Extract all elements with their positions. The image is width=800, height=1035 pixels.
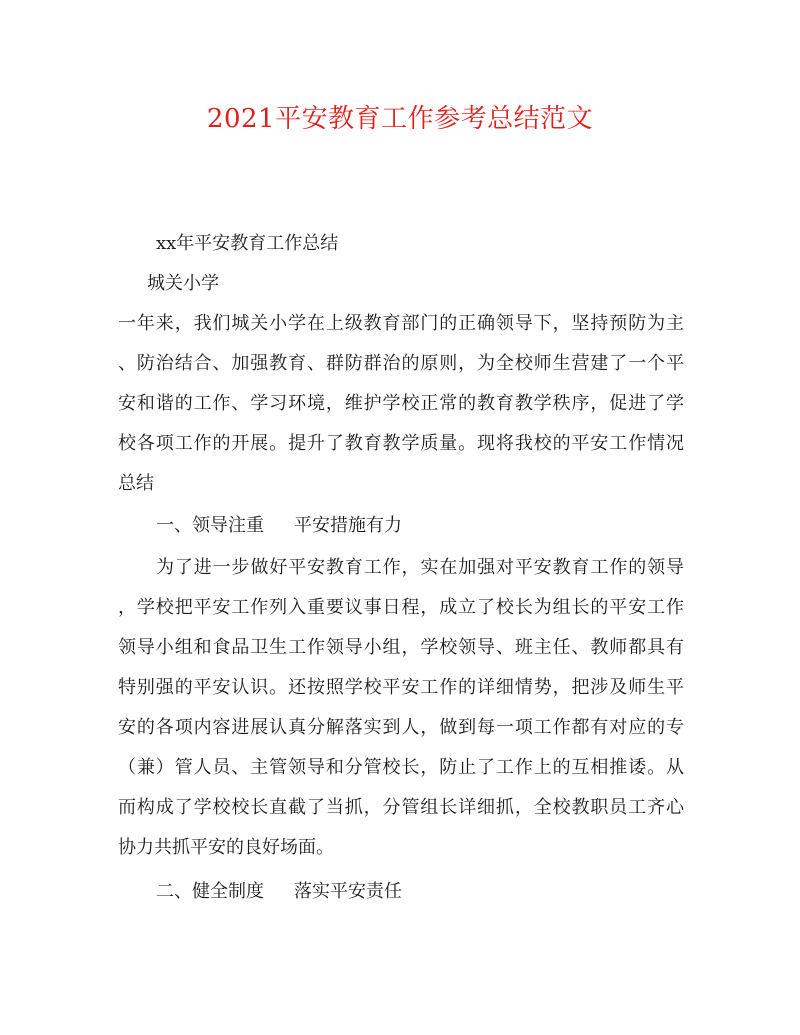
section-number: 一、领导注重: [156, 515, 264, 536]
school-name: 城关小学: [147, 273, 219, 294]
section-number: 二、健全制度: [156, 881, 264, 902]
section-title: 落实平安责任: [294, 881, 402, 902]
paragraph-line: 协力共抓平安的良好场面。: [118, 837, 334, 858]
section-title: 平安措施有力: [294, 515, 402, 536]
paragraph-line: （兼）管人员、主管领导和分管校长，防止了工作上的互相推诿。从: [118, 757, 684, 778]
paragraph-line: 校各项工作的开展。提升了教育教学质量。现将我校的平安工作情况: [118, 433, 684, 454]
paragraph-line: 特别强的平安认识。还按照学校平安工作的详细情势，把涉及师生平: [118, 677, 684, 698]
paragraph-line: 总结: [118, 473, 154, 494]
paragraph-line: 一年来，我们城关小学在上级教育部门的正确领导下，坚持预防为主: [118, 313, 684, 334]
document-title: 2021平安教育工作参考总结范文: [206, 104, 594, 134]
paragraph-line: ，学校把平安工作列入重要议事日程，成立了校长为组长的平安工作: [118, 597, 684, 618]
paragraph-line: 为了进一步做好平安教育工作，实在加强对平安教育工作的领导: [156, 557, 684, 578]
paragraph-line: 、防治结合、加强教育、群防群治的原则，为全校师生营建了一个平: [118, 353, 684, 374]
section-heading-2: [156, 880, 402, 904]
paragraph-line: 安的各项内容进展认真分解落实到人，做到每一项工作都有对应的专: [118, 717, 684, 738]
paragraph-line: 而构成了学校校长直截了当抓，分管组长详细抓，全校教职员工齐心: [118, 797, 684, 818]
paragraph-line: 领导小组和食品卫生工作领导小组，学校领导、班主任、教师都具有: [118, 637, 684, 658]
subtitle: xx年平安教育工作总结: [156, 233, 339, 254]
section-heading-1: [156, 514, 402, 538]
paragraph-line: 安和谐的工作、学习环境，维护学校正常的教育教学秩序，促进了学: [118, 393, 684, 414]
